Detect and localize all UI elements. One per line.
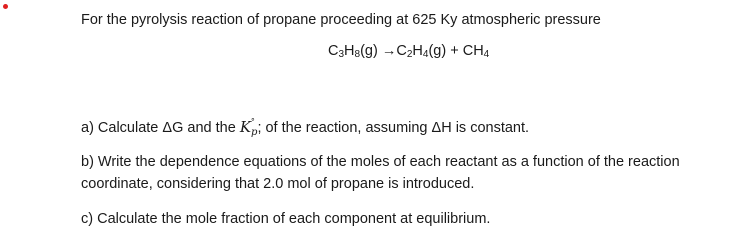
question-a-prefix: a) Calculate ΔG and the xyxy=(81,120,240,136)
product2-ch: CH xyxy=(462,43,484,59)
reactant-c-subscript: 3 xyxy=(338,49,345,60)
reaction-arrow: → xyxy=(381,43,397,59)
bullet-dot xyxy=(3,4,8,9)
question-b-line-2: coordinate, considering that 2.0 mol of propane is introduced. xyxy=(81,176,475,192)
question-a xyxy=(81,118,529,137)
reactant-h: H xyxy=(344,43,355,59)
question-c: c) Calculate the mole fraction of each component at equilibrium. xyxy=(81,211,491,227)
kp-superscript: ° xyxy=(250,117,255,126)
product1-state: (g) xyxy=(428,43,447,59)
product1-h: H xyxy=(412,43,423,59)
kp-subscript: p xyxy=(251,127,258,138)
question-a-suffix: ; of the reaction, assuming ΔH is constant. xyxy=(257,120,530,136)
reactant-h-subscript: 8 xyxy=(354,49,361,60)
product1-h-subscript: 4 xyxy=(422,49,429,60)
kp-letter: K xyxy=(239,118,252,136)
plus-sign: + xyxy=(446,43,463,59)
reactant-c: C xyxy=(328,43,339,59)
kp-symbol xyxy=(240,118,258,136)
product1-c-subscript: 2 xyxy=(406,49,413,60)
question-b-line-1: b) Write the dependence equations of the moles of each reactant as a function of the reaction xyxy=(81,154,680,170)
problem-intro: For the pyrolysis reaction of propane proceeding at 625 Ky atmospheric pressure xyxy=(81,12,601,28)
reactant-state: (g) xyxy=(360,43,378,59)
product2-subscript: 4 xyxy=(483,49,490,60)
product1-c: C xyxy=(396,43,407,59)
reaction-equation xyxy=(328,42,489,60)
